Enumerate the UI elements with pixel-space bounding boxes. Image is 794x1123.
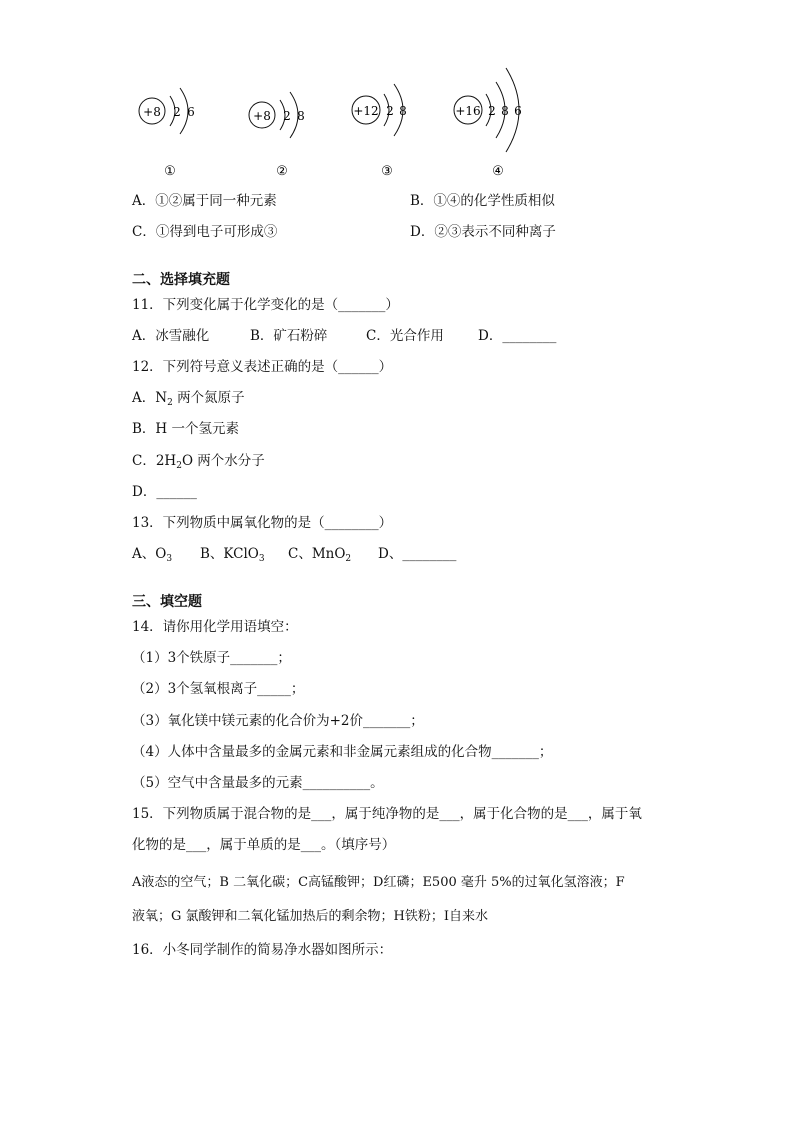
formula-subscript: 3: [258, 554, 265, 564]
q14-item-4: （4）人体中含量最多的金属元素和非金属元素组成的化合物_______；: [132, 744, 553, 760]
atom-diagram-4: [454, 68, 522, 179]
section-2-heading: 二、选择填充题: [132, 272, 230, 288]
shell-electron-count: 2: [386, 104, 394, 118]
q14-item-3: （3）氧化镁中镁元素的化合价为+2价_______；: [132, 713, 424, 729]
atom-number-label: ③: [381, 164, 393, 179]
shell-electron-count: 2: [488, 104, 496, 118]
q10-option-a: A．①②属于同一种元素: [132, 193, 277, 209]
q13-option-b: [200, 544, 265, 569]
option-text: 两个氮原子: [172, 390, 245, 406]
q10-option-d: D．②③表示不同种离子: [410, 224, 556, 240]
atom-structure-diagrams: [0, 0, 794, 190]
atom-diagram-1: [139, 88, 195, 179]
q11-option-c: C．光合作用: [366, 328, 444, 344]
shell-electron-count: 8: [501, 104, 509, 118]
nucleus-charge: +12: [353, 104, 379, 118]
q12-option-a: [132, 388, 245, 413]
formula-subscript: 2: [167, 398, 173, 408]
q12-option-c: [132, 451, 265, 476]
atom-number-label: ①: [164, 164, 176, 179]
q13-stem: 13．下列物质中属氧化物的是（________）: [132, 515, 393, 531]
formula-text: C．2H: [132, 453, 177, 469]
q14-item-5: （5）空气中含量最多的元素__________。: [132, 775, 384, 791]
nucleus-charge: +16: [455, 104, 481, 118]
q15-line-2: 化物的是___，属于单质的是___。（填序号）: [132, 837, 396, 853]
q13-option-a: [132, 544, 172, 569]
q11-stem: 11．下列变化属于化学变化的是（_______）: [132, 297, 399, 313]
q15-line-4: 液氧；G 氯酸钾和二氧化锰加热后的剩余物；H铁粉；I自来水: [132, 909, 488, 924]
formula-subscript: 2: [176, 461, 182, 471]
shell-electron-count: 6: [514, 104, 522, 118]
shell-electron-count: 2: [283, 109, 291, 123]
q12-option-b: B．H 一个氢元素: [132, 421, 239, 437]
shell-electron-count: 6: [187, 105, 195, 119]
q10-option-b: B．①④的化学性质相似: [410, 193, 555, 209]
formula-text: B、KClO: [200, 546, 259, 562]
shell-electron-count: 2: [173, 105, 181, 119]
q10-option-c: C．①得到电子可形成③: [132, 224, 278, 240]
q16-stem: 16．小冬同学制作的简易净水器如图所示：: [132, 942, 393, 958]
formula-text: C、MnO: [288, 546, 346, 562]
q15-line-3: A液态的空气；B 二氧化碳；C高锰酸钾；D红磷；E500 毫升 5%的过氧化氢溶液；F: [132, 875, 625, 890]
q11-option-d: D．________: [478, 328, 557, 344]
shell-electron-count: 8: [399, 104, 407, 118]
q13-option-d: D、________: [378, 546, 457, 562]
q14-item-2: （2）3个氢氧根离子_____；: [132, 681, 305, 697]
formula-subscript: 2: [345, 554, 352, 564]
formula-subscript: 3: [166, 554, 173, 564]
nucleus-charge: +8: [143, 105, 161, 119]
q12-option-d: D．______: [132, 484, 197, 500]
q14-item-1: （1）3个铁原子_______；: [132, 650, 291, 666]
q12-stem: 12．下列符号意义表述正确的是（______）: [132, 359, 393, 375]
section-3-heading: 三、填空题: [132, 594, 202, 610]
formula-text: A、O: [132, 546, 167, 562]
atom-diagram-3: [352, 84, 407, 179]
q14-stem: 14．请你用化学用语填空：: [132, 619, 298, 635]
q13-option-c: [288, 544, 351, 569]
shell-electron-count: 8: [297, 109, 305, 123]
q15-line-1: 15．下列物质属于混合物的是___，属于纯净物的是___，属于化合物的是___，属于氧: [132, 806, 642, 822]
atom-diagram-2: [249, 92, 305, 179]
nucleus-charge: +8: [253, 109, 271, 123]
formula-text: A．N: [132, 390, 168, 406]
option-text: O 两个水分子: [181, 453, 265, 469]
atom-number-label: ④: [492, 164, 504, 179]
q11-option-a: A．冰雪融化: [132, 328, 210, 344]
q11-option-b: B．矿石粉碎: [250, 328, 328, 344]
atom-number-label: ②: [276, 164, 288, 179]
